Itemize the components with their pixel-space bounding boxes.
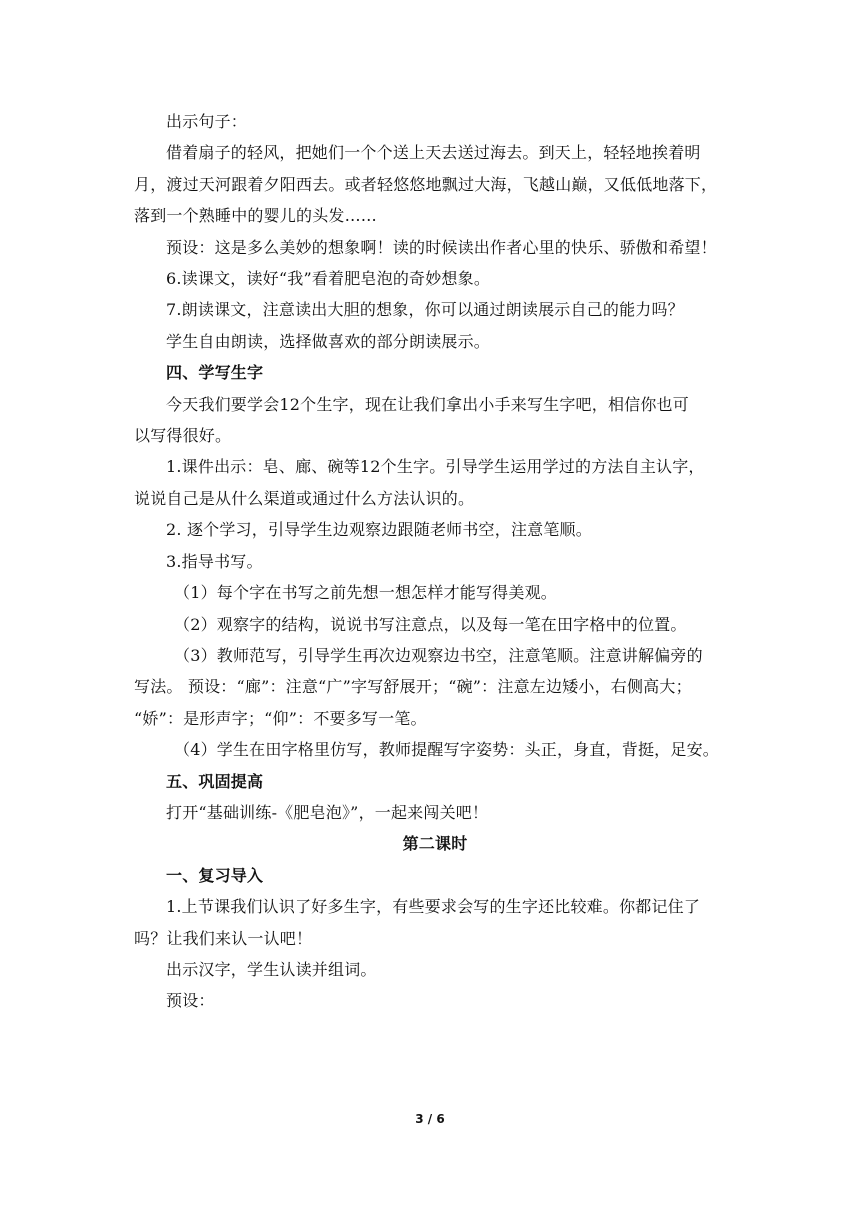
page-content (134, 106, 736, 1017)
paragraph: 6.读课文，读好“我”看着肥皂泡的奇妙想象。 (166, 269, 491, 289)
paragraph-continuation: 写法。 预设：“廊”：注意“广”字写舒展开；“碗”：注意左边矮小，右侧高大； (134, 677, 692, 697)
section-heading: 四、学写生字 (166, 363, 264, 383)
list-item: （2）观察字的结构，说说书写注意点，以及每一笔在田字格中的位置。 (174, 614, 687, 634)
page-number: 3 / 6 (415, 1112, 445, 1126)
list-item: （3）教师范写，引导学生再次边观察边书空，注意笔顺。注意讲解偏旁的 (174, 645, 703, 665)
paragraph-continuation: 吗？让我们来认一认吧！ (134, 928, 313, 948)
paragraph-continuation: 以写得很好。 (134, 426, 232, 446)
paragraph: 2. 逐个学习，引导学生边观察边跟随老师书空，注意笔顺。 (166, 520, 592, 540)
paragraph: 预设： (166, 991, 215, 1011)
paragraph: 出示句子： (166, 112, 248, 131)
paragraph: 1.上节课我们认识了好多生字，有些要求会写的生字还比较难。你都记住了 (166, 897, 701, 917)
paragraph-continuation: 落到一个熟睡中的婴儿的头发…… (134, 206, 378, 226)
paragraph: 借着扇子的轻风，把她们一个个送上天去送过海去。到天上，轻轻地挨着明 (166, 143, 701, 163)
paragraph: 今天我们要学会12个生字，现在让我们拿出小手来写生字吧，相信你也可 (166, 394, 689, 414)
paragraph-continuation: “娇”：是形声字；“仰”：不要多写一笔。 (134, 708, 427, 728)
paragraph: 打开“基础训练-《肥皂泡》”，一起来闯关吧！ (166, 802, 489, 822)
paragraph: 1.课件出示：皂、廊、碗等12个生字。引导学生运用学过的方法自主认字， (166, 457, 705, 477)
lesson-title: 第二课时 (402, 834, 468, 854)
section-heading: 一、复习导入 (166, 865, 264, 885)
section-heading: 五、巩固提高 (166, 771, 264, 791)
list-item: （4）学生在田字格里仿写，教师提醒写字姿势：头正，身直，背挺，足安。 (174, 740, 719, 760)
paragraph-continuation: 月，渡过天河跟着夕阳西去。或者轻悠悠地飘过大海，飞越山巅，又低低地落下， (134, 174, 718, 194)
list-item: （1）每个字在书写之前先想一想怎样才能写得美观。 (174, 583, 557, 603)
paragraph: 出示汉字，学生认读并组词。 (166, 959, 377, 979)
paragraph: 学生自由朗读，选择做喜欢的部分朗读展示。 (166, 331, 491, 351)
paragraph-continuation: 说说自己是从什么渠道或通过什么方法认识的。 (134, 488, 475, 508)
paragraph: 预设：这是多么美妙的想象啊！读的时候读出作者心里的快乐、骄傲和希望！ (166, 237, 717, 257)
paragraph: 3.指导书写。 (166, 551, 263, 571)
paragraph: 7.朗读课文，注意读出大胆的想象，你可以通过朗读展示自己的能力吗？ (166, 300, 684, 320)
